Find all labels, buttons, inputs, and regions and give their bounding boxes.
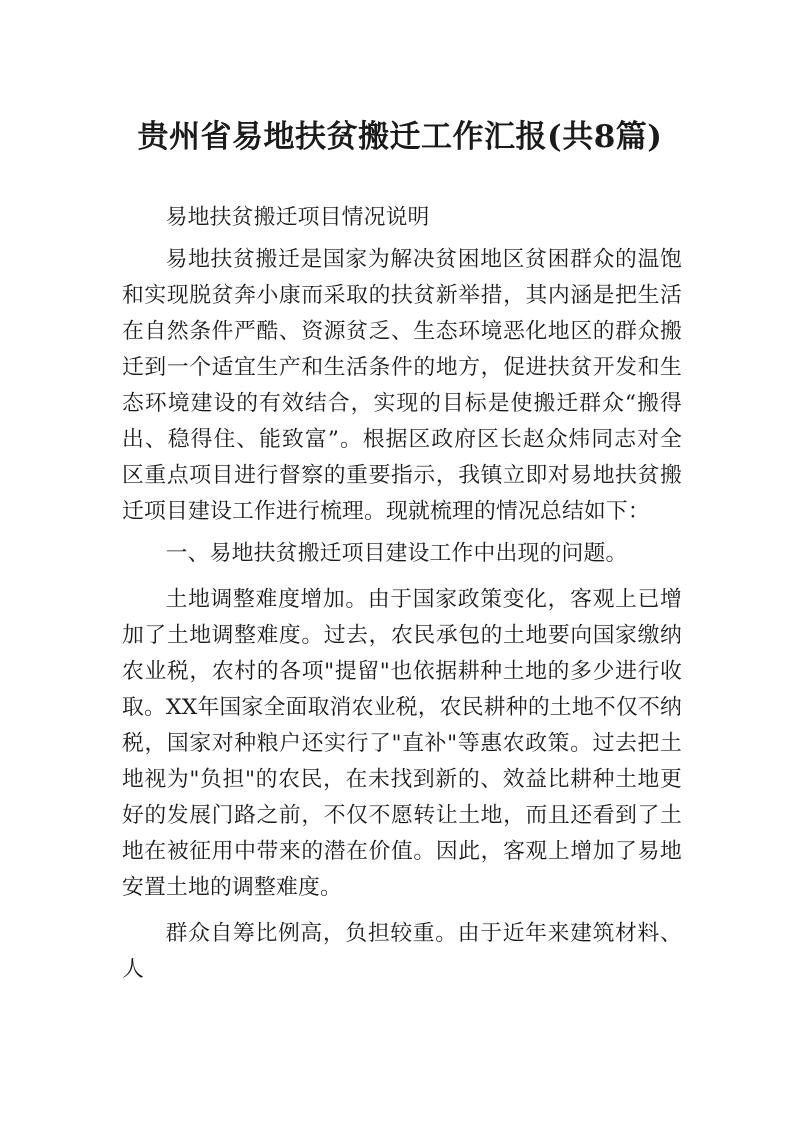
document-body [122, 200, 682, 988]
intro-paragraph: 易地扶贫搬迁是国家为解决贫困地区贫困群众的温饱和实现脱贫奔小康而采取的扶贫新举措，其内涵是把生活在自然条件严酷、资源贫乏、生态环境恶化地区的群众搬迁到一个适宜生产和生活条件的地方，促进扶贫开发和生态环境建设的有效结合，实现的目标是使搬迁群众“搬得出、稳得住、能致富”。根据区政府区长赵众炜同志对全区重点项目进行督察的重要指示，我镇立即对易地扶贫搬迁项目建设工作进行梳理。现就梳理的情况总结如下： [122, 247, 682, 524]
paragraph-self-funding-burden: 群众自筹比例高，负担较重。由于近年来建筑材料、人 [122, 921, 682, 982]
section-heading-problems: 一、易地扶贫搬迁项目建设工作中出现的问题。 [165, 541, 628, 566]
document-title: 贵州省易地扶贫搬迁工作汇报(共8篇) [137, 118, 663, 155]
paragraph-land-adjustment: 土地调整难度增加。由于国家政策变化，客观上已增加了土地调整难度。过去，农民承包的土地要向国家缴纳农业税，农村的各项"提留"也依据耕种土地的多少进行收取。XX年国家全面取消农业税，农民耕种的土地不仅不纳税，国家对种粮户还实行了"直补"等惠农政策。过去把土地视为"负担"的农民，在未找到新的、效益比耕种土地更好的发展门路之前，不仅不愿转让土地，而且还看到了土地在被征用中带来的潜在价值。因此，客观上增加了易地安置土地的调整难度。 [122, 587, 682, 900]
section-heading-project-description: 易地扶贫搬迁项目情况说明 [165, 205, 430, 230]
